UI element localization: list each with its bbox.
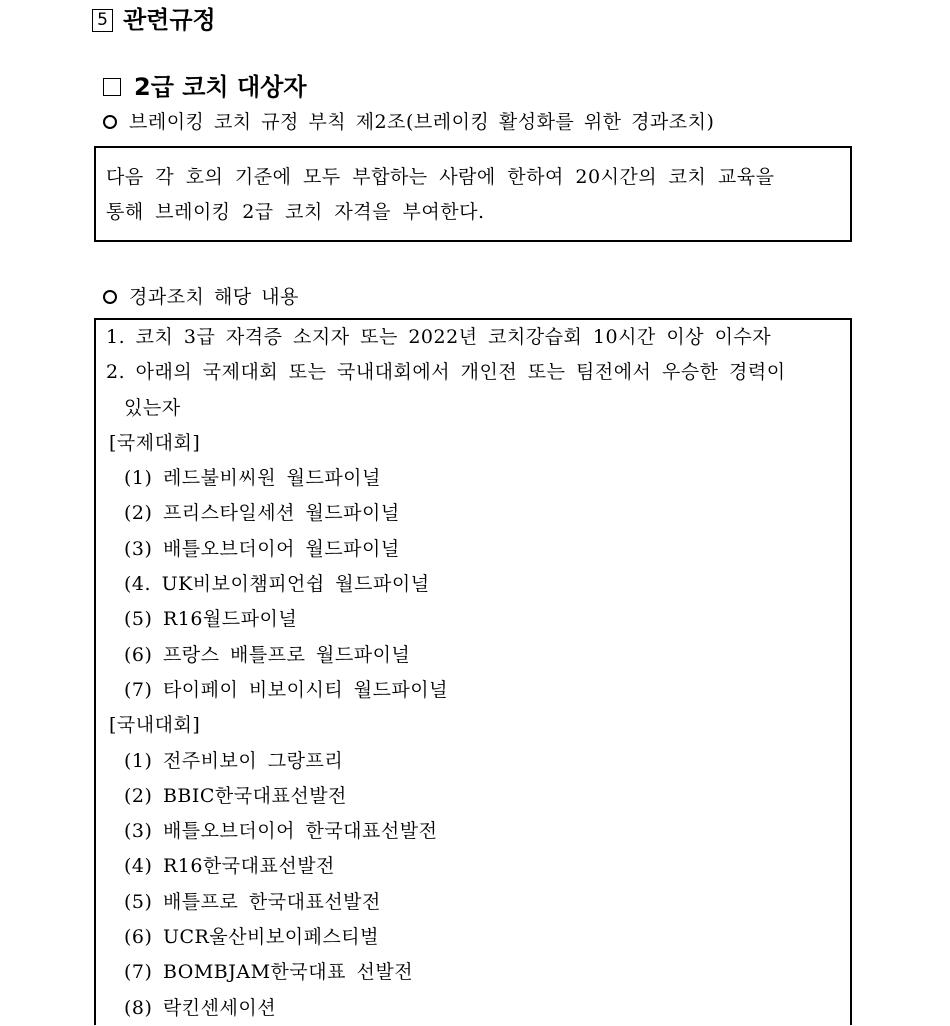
criteria-item-continuation: 있는자 xyxy=(124,396,181,419)
domestic-item: (5) 배틀프로 한국대표선발전 xyxy=(124,890,381,913)
domestic-item: (4) R16한국대표선발전 xyxy=(124,855,335,878)
international-item: (5) R16월드파이널 xyxy=(124,608,298,631)
domestic-item: (3) 배틀오브더이어 한국대표선발전 xyxy=(124,820,438,843)
international-item: (6) 프랑스 배틀프로 월드파이널 xyxy=(124,643,411,666)
rule-heading-text: 브레이킹 코치 규정 부칙 제2조(브레이킹 활성화를 위한 경과조치) xyxy=(129,111,715,133)
circle-bullet-icon xyxy=(103,115,117,129)
section-title xyxy=(92,4,216,36)
section-title-text: 관련규정 xyxy=(123,6,216,34)
international-item: (1) 레드불비씨원 월드파이널 xyxy=(124,467,381,490)
section-number-box: 5 xyxy=(92,9,113,32)
rule-heading xyxy=(103,109,714,135)
international-item: (3) 배틀오브더이어 월드파이널 xyxy=(124,537,400,560)
domestic-item: (7) BOMBJAM한국대표 선발전 xyxy=(124,961,414,984)
rule-text-box xyxy=(94,146,852,242)
rule-text-line: 다음 각 호의 기준에 모두 부합하는 사람에 한하여 20시간의 코치 교육을 xyxy=(106,166,775,188)
criteria-item: 2. 아래의 국제대회 또는 국내대회에서 개인전 또는 팀전에서 우승한 경력이 xyxy=(106,361,786,384)
transition-heading xyxy=(103,284,299,310)
domestic-item: (1) 전주비보이 그랑프리 xyxy=(124,749,344,772)
international-item: (4. UK비보이챔피언쉽 월드파이널 xyxy=(124,573,430,596)
subsection-title xyxy=(103,71,307,103)
international-item: (7) 타이페이 비보이시티 월드파이널 xyxy=(124,678,448,701)
domestic-item: (8) 락킨센세이션 xyxy=(124,996,277,1019)
circle-bullet-icon xyxy=(103,290,117,304)
rule-text-line: 통해 브레이킹 2급 코치 자격을 부여한다. xyxy=(106,201,485,223)
domestic-item: (6) UCR울산비보이페스티벌 xyxy=(124,926,379,949)
criteria-item: 1. 코치 3급 자격증 소지자 또는 2022년 코치강습회 10시간 이상 이수자 xyxy=(106,326,772,348)
domestic-label: [국내대회] xyxy=(109,714,201,737)
transition-heading-text: 경과조치 해당 내용 xyxy=(129,286,299,308)
domestic-item: (2) BBIC한국대표선발전 xyxy=(124,784,347,807)
subsection-title-text: 2급 코치 대상자 xyxy=(134,73,307,101)
square-bullet-icon xyxy=(103,78,121,96)
international-item: (2) 프리스타일세션 월드파이널 xyxy=(124,502,400,525)
criteria-box xyxy=(94,318,852,1025)
international-label: [국제대회] xyxy=(109,431,201,454)
